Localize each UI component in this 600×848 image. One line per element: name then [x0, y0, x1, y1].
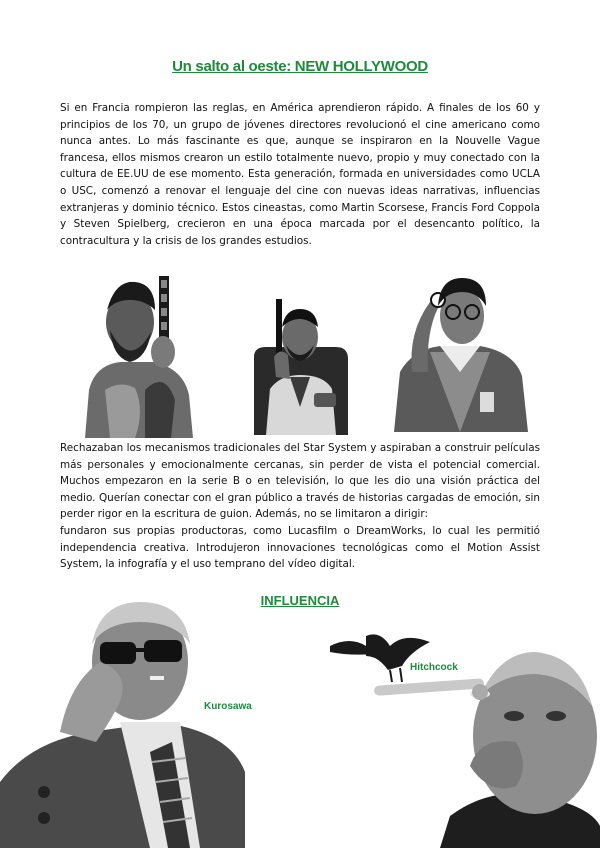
hitchcock-photo: [330, 626, 600, 848]
intro-paragraph: Si en Francia rompieron las reglas, en América aprendieron rápido. A finales de los 60 y principios de los 70, un grupo de jóvenes directores revolucionó el cine americano como nunca antes. Lo más fascinante es que, aunque se inspiraron en la Nouvelle Vague francesa, ellos mismos crearon un estilo totalmente nuevo, propio y muy conectado con la cultura de EE.UU de ese momento. Esta generación, formada en universidades como UCLA o USC, comenzó a renovar el lenguaje del cine con nuevas ideas narrativas, influencias extranjeras y dominio técnico. Estos cineastas, como Martin Scorsese, Francis Ford Coppola y Steven Spielberg, crecieron en una época marcada por el desencanto político, la contracultura y la crisis de los grandes estudios.: [60, 102, 540, 247]
spielberg-photo: [390, 272, 530, 432]
section-title: INFLUENCIA: [260, 593, 340, 608]
page-title: Un salto al oeste: NEW HOLLYWOOD: [172, 58, 428, 75]
coppola-photo: [75, 270, 195, 438]
kurosawa-photo: [0, 592, 245, 848]
body-paragraph-part-1: Rechazaban los mecanismos tradicionales del Star System y aspiraban a construir películas más personales y emocionalmente cercanas, sin perder de vista el potencial comercial. Muchos empezaron en la serie B o en televisión, lo que les dio una visión práctica del medio. Querían conectar con el gran público a través de historias cargadas de emoción, sin perder rigor en la escritura de guion. Además, no se limitaron a dirigir:: [60, 442, 540, 521]
caption-kurosawa: Kurosawa: [204, 701, 252, 712]
caption-hitchcock: Hitchcock: [410, 662, 458, 673]
body-paragraph: [60, 440, 540, 573]
scorsese-photo: [240, 297, 362, 435]
body-paragraph-part-2: fundaron sus propias productoras, como Lucasfilm o DreamWorks, lo cual les permitió independencia creativa. Introdujeron innovaciones tecnológicas como el Motion Assist System, la infografía y el uso temprano del vídeo digital.: [60, 524, 540, 571]
